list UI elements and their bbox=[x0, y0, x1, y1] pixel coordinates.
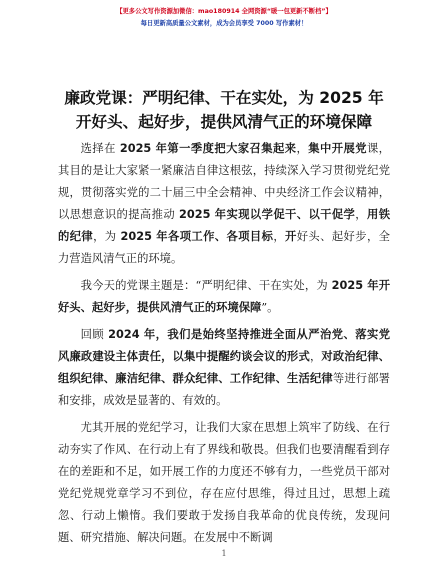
document-title: 廉政党课：严明纪律、干在实处，为 2025 年开好头、起好步，提供风清气正的环境保障 bbox=[64, 89, 384, 131]
text-run: 好头、起好步，全力营造风清气正的环境。 bbox=[58, 230, 390, 266]
text-run: ， bbox=[296, 142, 309, 155]
document-body bbox=[58, 138, 390, 554]
text-run: ”。 bbox=[261, 301, 279, 315]
bold-run: 集中开展党 bbox=[308, 142, 367, 155]
bold-run: 2025 年各项工作、各项目标 bbox=[120, 230, 274, 244]
bold-run: 2024 年，我们是始终坚持推进全面从严治党、落实党风廉政建设主体责任，以集中提醒约谈会议的形式 bbox=[58, 327, 390, 363]
text-run: ， bbox=[355, 208, 367, 222]
promo-banner-line1: 【更多公文写作资源加微信：mao180914 全网资源“暖一包更新不断档”】 bbox=[116, 8, 332, 15]
page-number: 1 bbox=[221, 549, 227, 558]
bold-run: 2025 年第一季度把大家召集起来 bbox=[119, 142, 297, 155]
text-run: 回顾 bbox=[80, 327, 109, 341]
bold-run: 对政治纪律、组织纪律、廉洁纪律、群众纪律、工作纪律、生活纪律 bbox=[58, 349, 390, 385]
text-run: ， bbox=[273, 230, 286, 244]
bold-run: 开 bbox=[285, 230, 297, 244]
text-run: ，为 bbox=[93, 230, 121, 244]
bold-run: 2025 年实现以学促干、以干促学 bbox=[179, 208, 356, 222]
paragraph-4: 尤其开展的党纪学习，让我们大家在思想上筑牢了防线、在行动夯实了作风、在行动上有了界线和敬畏。但我们也要清醒看到存在的差距和不足，如开展工作的力度还不够有力，一些党员干部对党纪党规党章学习不到位，存在应付思维，得过且过，思想上疏忽、行动上懒惰。我们要敢于发扬自我革命的优良传统，发现问题、研究措施、解决问题。在发展中不断调 bbox=[58, 420, 390, 545]
text-run: 我今天的党课主题是：“严明纪律、干在实处，为 bbox=[80, 279, 332, 293]
text-run: ， bbox=[309, 349, 322, 363]
text-run: 课，其目的是让大家紧一紧廉洁自律这根弦，持续深入学习贯彻党纪党规，贯彻落实党的二十届三中全会精神、中央经济工作会议精神，以思想意识的提高推动 bbox=[58, 142, 390, 222]
bold-run: 2025 年开好头、起好步，提供风清气正的环境保障 bbox=[58, 279, 390, 315]
paragraph-2 bbox=[58, 275, 390, 319]
paragraph-3 bbox=[58, 324, 390, 412]
text-run: 等进行部署和安排，成效是显著的、有效的。 bbox=[58, 371, 390, 408]
promo-banner-line2: 每日更新高质量公文素材，成为会员享受 7000 写作素材！ bbox=[140, 20, 308, 27]
paragraph-1 bbox=[58, 138, 390, 271]
text-run: 选择在 bbox=[80, 142, 120, 155]
bold-run: 用铁的纪律 bbox=[58, 208, 390, 244]
